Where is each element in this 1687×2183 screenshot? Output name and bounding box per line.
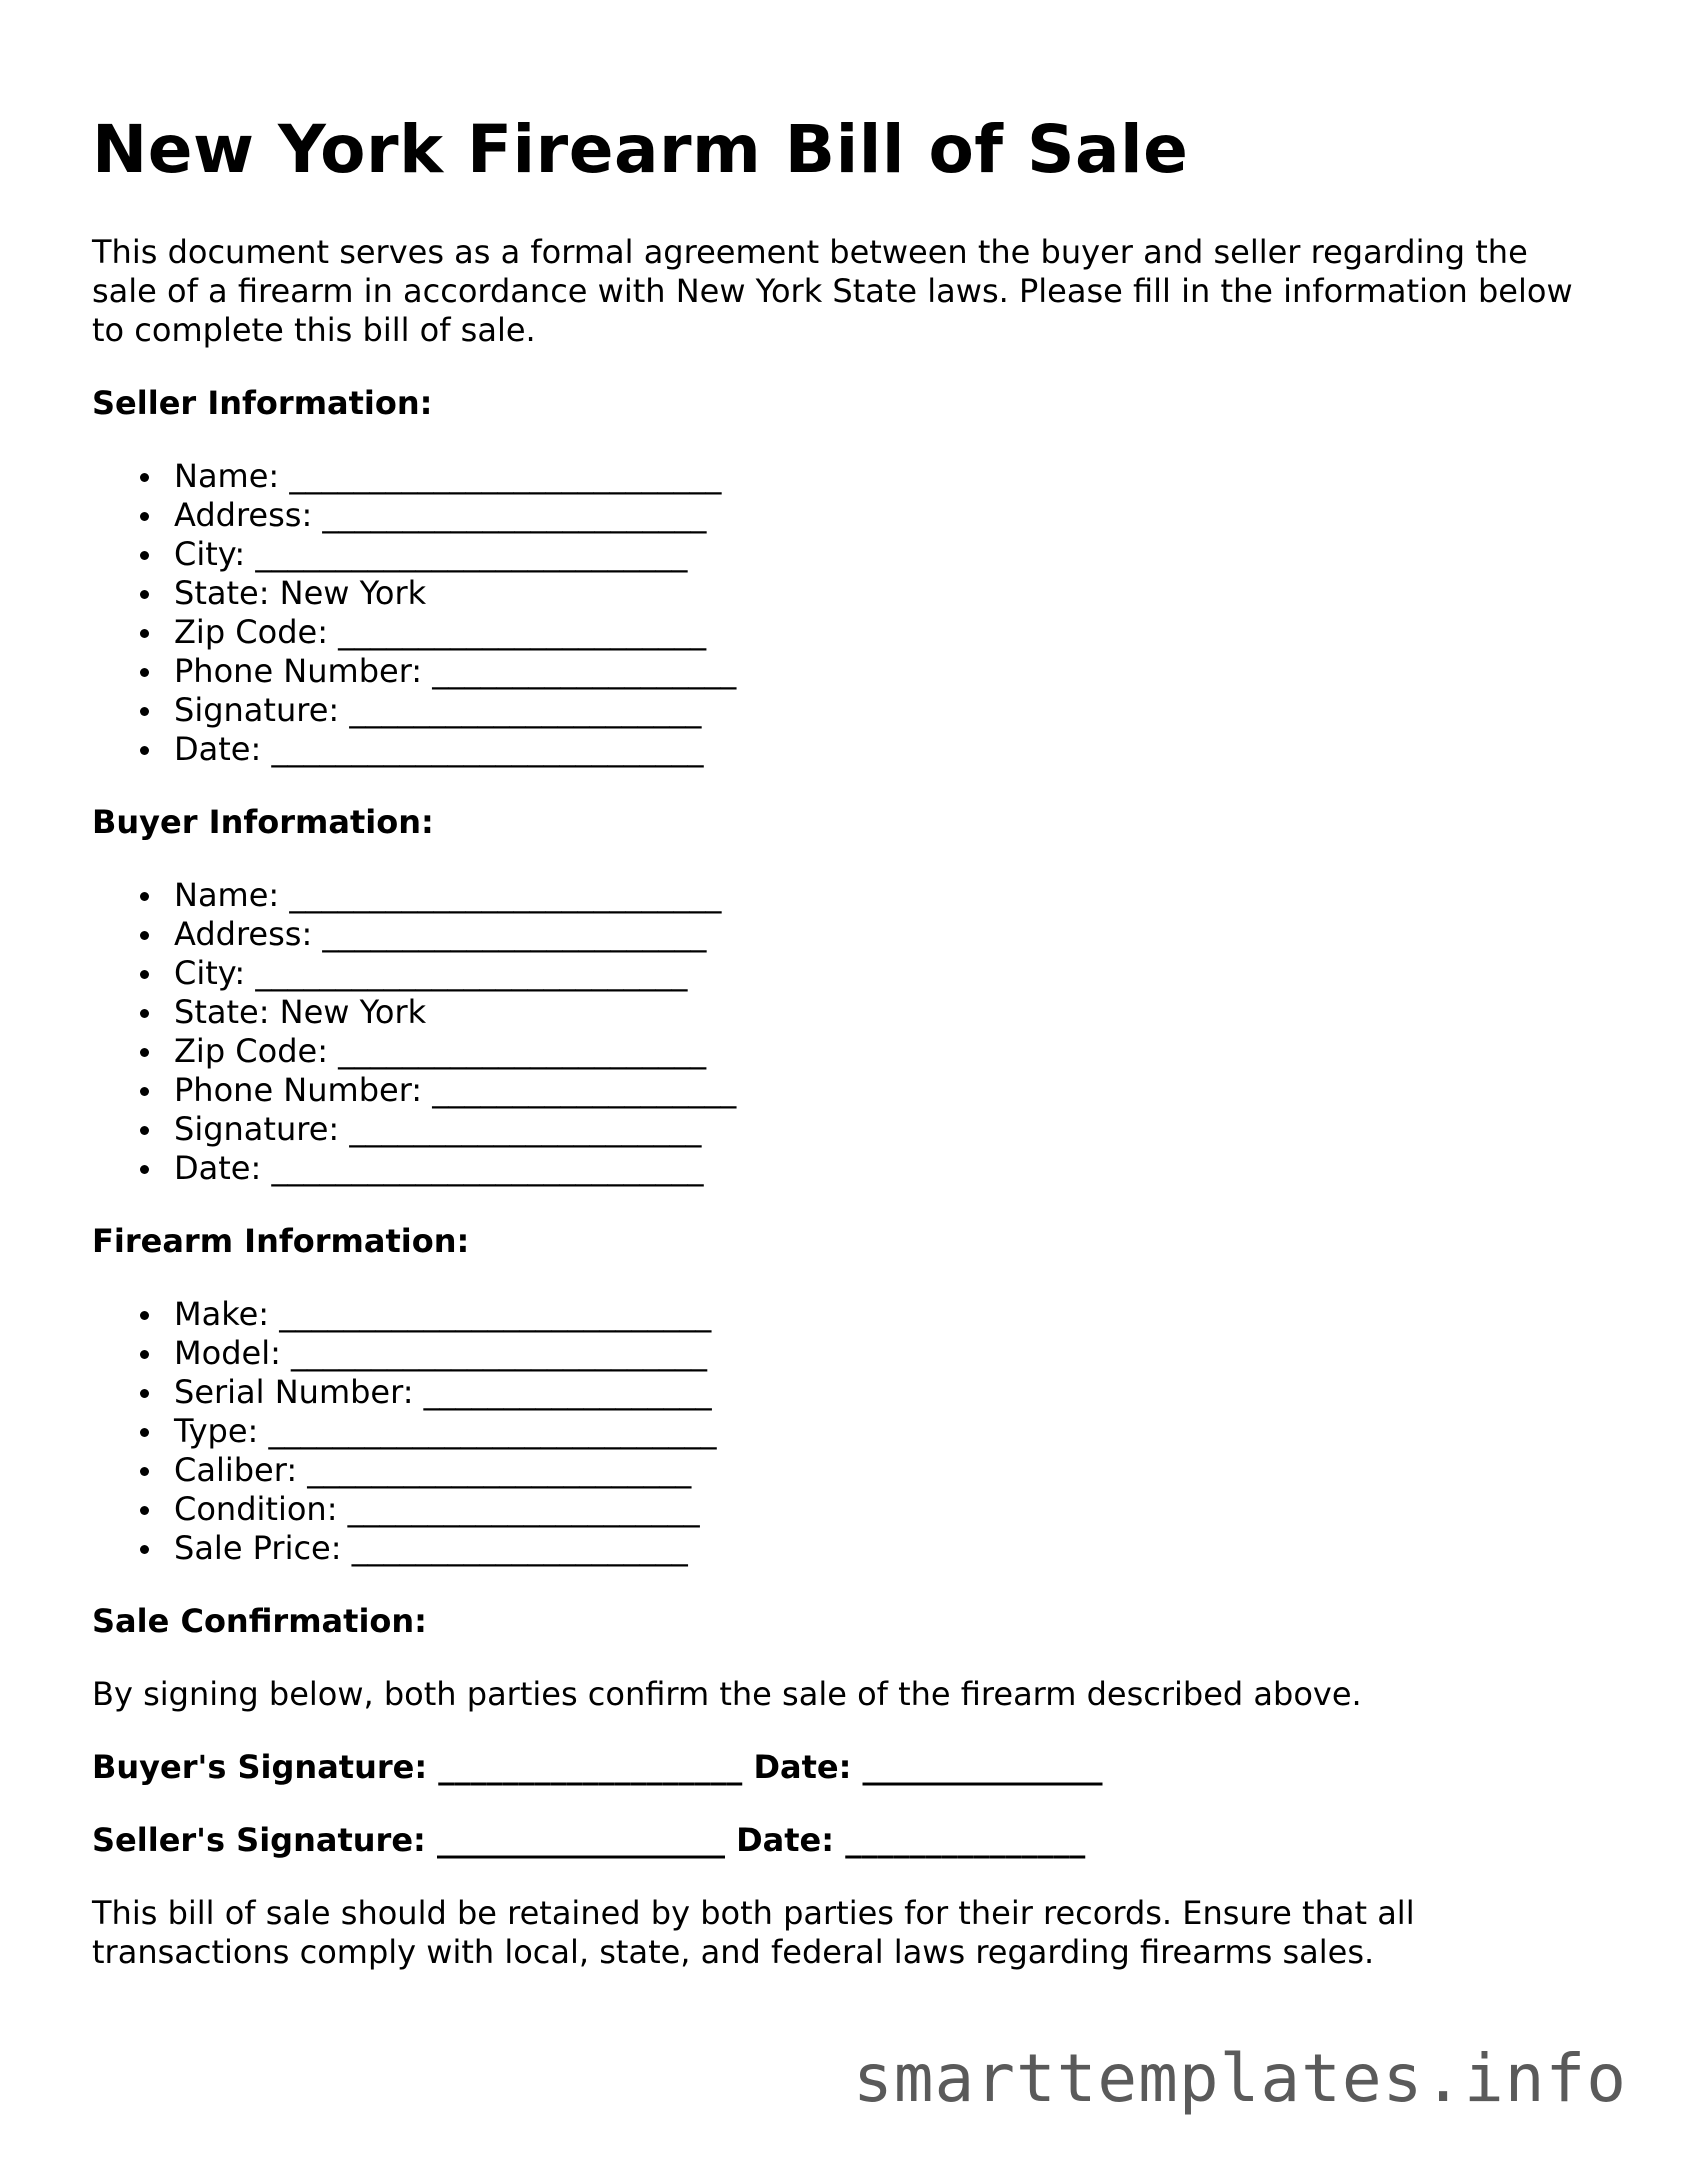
buyer-address-field: Address: ________________________ — [174, 915, 1612, 954]
seller-city-field: City: ___________________________ — [174, 535, 1612, 574]
seller-section-heading: Seller Information: — [92, 384, 433, 423]
buyer-state-field: State: New York — [174, 993, 1612, 1032]
firearm-section-heading: Firearm Information: — [92, 1222, 470, 1261]
firearm-make-field: Make: ___________________________ — [174, 1295, 1612, 1334]
buyer-name-field: Name: ___________________________ — [174, 876, 1612, 915]
buyer-fields-list — [92, 876, 1612, 1188]
buyer-signature-line: Buyer's Signature: ___________________ Date: _______________ — [92, 1748, 1103, 1787]
firearm-type-field: Type: ____________________________ — [174, 1412, 1612, 1451]
firearm-serial-field: Serial Number: __________________ — [174, 1373, 1612, 1412]
firearm-fields-list — [92, 1295, 1612, 1568]
confirmation-section-heading: Sale Confirmation: — [92, 1602, 427, 1641]
seller-state-field: State: New York — [174, 574, 1612, 613]
buyer-zip-field: Zip Code: _______________________ — [174, 1032, 1612, 1071]
seller-zip-field: Zip Code: _______________________ — [174, 613, 1612, 652]
seller-signature-field: Signature: ______________________ — [174, 691, 1612, 730]
buyer-section-heading: Buyer Information: — [92, 803, 434, 842]
closing-paragraph: This bill of sale should be retained by both parties for their records. Ensure that all transactions comply with local, state, and federal laws regarding firearms sales. — [92, 1894, 1415, 1972]
intro-paragraph: This document serves as a formal agreement between the buyer and seller regarding the sale of a firearm in accordance with New York State laws. Please fill in the information below to complete this bill of sale. — [92, 233, 1573, 350]
seller-address-field: Address: ________________________ — [174, 496, 1612, 535]
document-page — [92, 110, 1612, 1972]
buyer-city-field: City: ___________________________ — [174, 954, 1612, 993]
seller-signature-line: Seller's Signature: __________________ Date: _______________ — [92, 1821, 1086, 1860]
watermark: smarttemplates.info — [853, 2040, 1627, 2117]
firearm-model-field: Model: __________________________ — [174, 1334, 1612, 1373]
seller-date-field: Date: ___________________________ — [174, 730, 1612, 769]
buyer-date-field: Date: ___________________________ — [174, 1149, 1612, 1188]
seller-fields-list — [92, 457, 1612, 769]
document-title: New York Firearm Bill of Sale — [92, 111, 1189, 188]
buyer-signature-field: Signature: ______________________ — [174, 1110, 1612, 1149]
confirmation-text: By signing below, both parties confirm the sale of the firearm described above. — [92, 1675, 1362, 1714]
seller-name-field: Name: ___________________________ — [174, 457, 1612, 496]
firearm-caliber-field: Caliber: ________________________ — [174, 1451, 1612, 1490]
buyer-phone-field: Phone Number: ___________________ — [174, 1071, 1612, 1110]
seller-phone-field: Phone Number: ___________________ — [174, 652, 1612, 691]
firearm-price-field: Sale Price: _____________________ — [174, 1529, 1612, 1568]
firearm-condition-field: Condition: ______________________ — [174, 1490, 1612, 1529]
